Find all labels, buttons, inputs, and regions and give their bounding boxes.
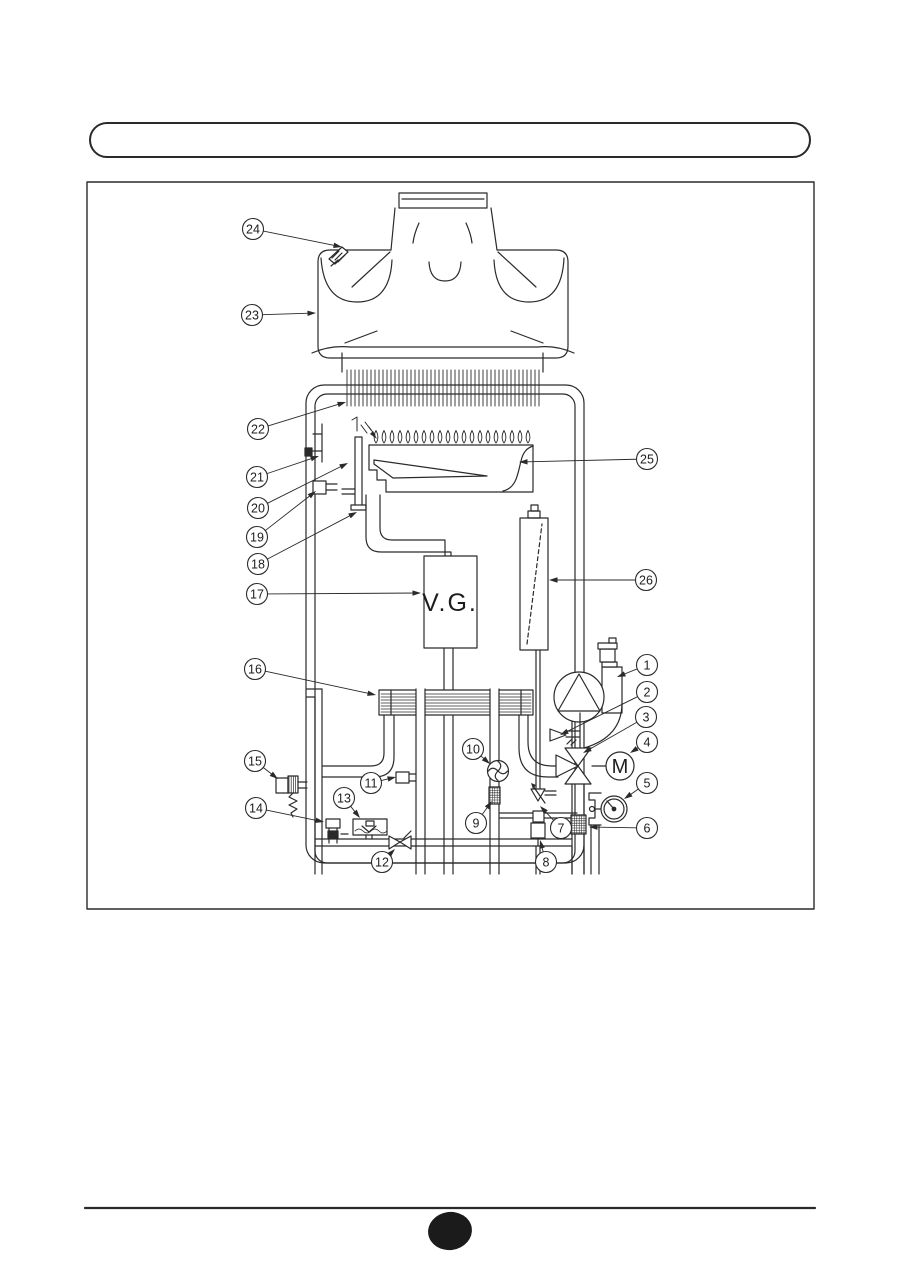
callout-number: 24 (246, 222, 260, 237)
safety-valve (531, 783, 556, 803)
callout-arrowhead (333, 243, 342, 248)
callout-leader (267, 457, 317, 474)
callout-11 (361, 773, 397, 794)
callout-number: 7 (557, 821, 565, 836)
callout-number: 20 (251, 501, 265, 516)
condensate-trap (353, 819, 387, 839)
footer-page-marker (426, 1209, 475, 1253)
callout-number: 5 (643, 776, 651, 791)
gas-feed-pipe (366, 495, 451, 556)
gauge-manifold (589, 793, 601, 846)
callout-15 (245, 751, 279, 780)
callout-14 (246, 798, 325, 823)
callout-number: 21 (250, 470, 264, 485)
callout-number: 23 (245, 308, 259, 323)
wall-connector (313, 481, 337, 494)
callout-1 (617, 655, 658, 678)
callout-25 (519, 449, 658, 470)
callout-17 (247, 584, 422, 605)
callout-number: 17 (250, 587, 264, 602)
callout-arrowhead (624, 792, 633, 799)
callout-leader (267, 593, 419, 594)
callout-leader (265, 671, 374, 694)
gas-valve-label: V.G. (422, 589, 478, 617)
callout-10 (463, 739, 491, 765)
diagram-frame (87, 182, 814, 909)
burner (369, 445, 533, 492)
callout-leader (591, 827, 637, 828)
page-furniture (85, 123, 815, 1253)
callout-number: 9 (472, 816, 480, 831)
callout-leader (267, 513, 355, 559)
callout-16 (245, 659, 377, 696)
burner-plate (342, 437, 366, 510)
callout-arrowhead (339, 463, 348, 469)
callout-number: 18 (251, 557, 265, 572)
flow-switch (488, 761, 509, 782)
callout-9 (466, 801, 493, 834)
callout-arrowhead (549, 577, 558, 582)
callout-arrowhead (337, 402, 346, 407)
callout-layer (242, 219, 658, 873)
callout-number: 1 (643, 658, 651, 673)
callout-8 (536, 840, 557, 873)
callout-leader (262, 313, 314, 315)
callout-number: 15 (248, 754, 262, 769)
motor-label: M (611, 756, 629, 778)
valve-motor (592, 752, 634, 780)
secondary-heat-exchanger (379, 690, 533, 715)
callout-number: 13 (337, 791, 351, 806)
callout-number: 19 (250, 530, 264, 545)
callout-number: 11 (364, 776, 378, 791)
callout-number: 3 (642, 710, 650, 725)
callout-leader (521, 459, 637, 462)
flue-hood (312, 193, 574, 372)
callout-number: 10 (466, 742, 480, 757)
callout-leader (585, 722, 637, 752)
callout-arrowhead (307, 311, 316, 316)
callout-arrowhead (412, 590, 421, 595)
pressure-gauge (595, 796, 627, 822)
burner-flames (374, 431, 530, 444)
callout-13 (334, 788, 361, 819)
callout-number: 2 (643, 685, 651, 700)
boiler-diagram (242, 193, 658, 874)
callout-leader (265, 492, 314, 530)
callout-number: 22 (251, 422, 265, 437)
callout-number: 12 (375, 855, 389, 870)
ignition-electrode (352, 417, 377, 439)
callout-number: 8 (542, 855, 550, 870)
callout-arrowhead (270, 772, 278, 779)
callout-23 (242, 305, 317, 326)
pipe-fitting (396, 772, 416, 783)
gas-inlet (276, 776, 307, 817)
flow-filter (489, 787, 500, 804)
callout-number: 14 (249, 801, 263, 816)
header-box (90, 123, 810, 157)
callout-number: 6 (643, 821, 651, 836)
callout-leader (266, 810, 322, 821)
callout-leader (263, 231, 340, 247)
callout-arrowhead (560, 729, 569, 735)
callout-4 (630, 732, 658, 754)
callout-number: 4 (643, 735, 651, 750)
callout-22 (248, 402, 347, 440)
callout-arrowhead (353, 810, 360, 818)
callout-arrowhead (348, 512, 357, 518)
callout-arrowhead (540, 840, 545, 849)
drain-fittings (531, 811, 545, 846)
callout-12 (372, 849, 396, 873)
callout-arrowhead (315, 818, 324, 823)
callout-number: 26 (639, 573, 653, 588)
callout-number: 25 (640, 452, 654, 467)
callout-26 (549, 570, 657, 591)
heat-exchanger-fins (347, 370, 539, 406)
return-filter (571, 815, 586, 834)
callout-number: 16 (248, 662, 262, 677)
callout-24 (243, 219, 343, 248)
callout-arrowhead (387, 776, 396, 781)
three-way-valve (556, 748, 591, 874)
expansion-vessel (520, 505, 548, 788)
callout-arrowhead (367, 691, 376, 696)
